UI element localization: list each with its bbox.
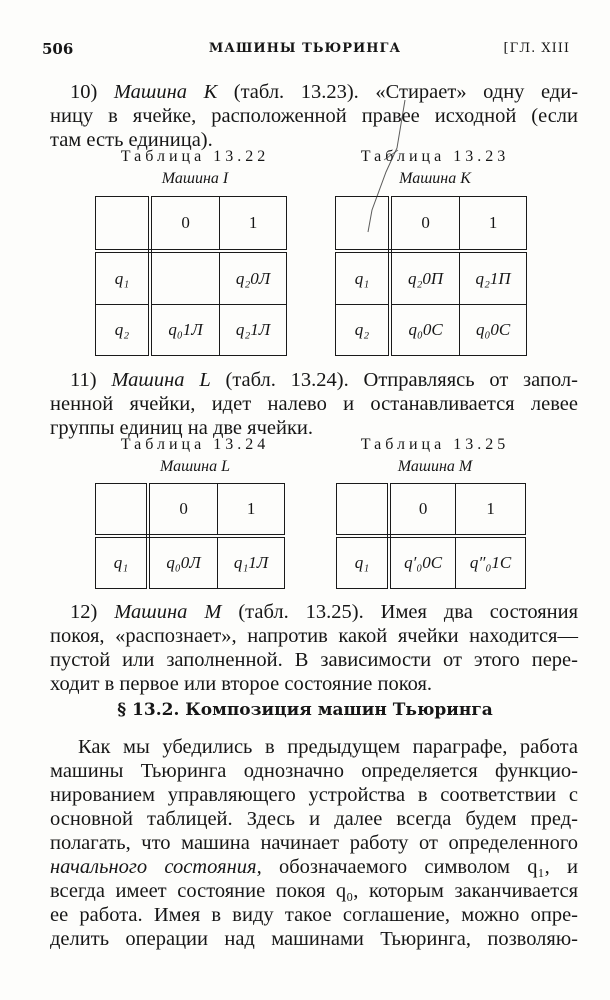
chapter-marker: [ГЛ. XIII	[503, 41, 570, 56]
item-number: 12)	[70, 601, 98, 623]
paragraph-11: 11) Машина L (табл. 13.24). Отправляясь от запол- ненной ячейки, идет налево и останавливается левее группы единиц на две ячейки.	[50, 369, 578, 439]
machine-name: Машина К	[113, 81, 218, 103]
machine-name: Машина L	[111, 369, 211, 391]
table-caption: Таблица 13.25 Машина M	[360, 436, 510, 475]
page-number: 506	[42, 40, 74, 58]
machine-name: Машина М	[114, 601, 222, 623]
table-caption: Таблица 13.23 Машина K	[360, 148, 510, 187]
item-number: 11)	[70, 369, 97, 391]
table-13-25: 0 1 q₁ q′₀0С q″₀1С	[336, 483, 526, 589]
table-13-22: 0 1 q₁ q₂0Л q₂ q₀1Л q₂1Л	[95, 196, 287, 356]
table-13-23: 0 1 q₁ q₂0П q₂1П q₂ q₀0С q₀0С	[335, 196, 527, 356]
item-number: 10)	[70, 81, 98, 103]
table-13-24: 0 1 q₁ q₀0Л q₁1Л	[95, 483, 285, 589]
paragraph-10: 10) Машина К (табл. 13.23). «Стирает» одну еди- ницу в ячейке, расположенной правее исходной (если там есть единица).	[50, 81, 579, 151]
running-title: МАШИНЫ ТЬЮРИНГА	[208, 41, 402, 56]
section-heading: § 13.2. Композиция машин Тьюринга	[117, 700, 493, 720]
table-caption: Таблица 13.24 Машина L	[120, 436, 270, 475]
body-paragraph: Как мы убедились в предыдущем параграфе, работа машины Тьюринга однозначно определяется функцио- нированием управляющего устройства в соответствии с основной таблицей. Здесь и далее всегда будем пред- полагать, что машина начинает работу от определенного начального состояния, обозначаемого символом q₁, и всегда имеет состояние покоя q₀, которым заканчивается ее работа. Имея в виду такое соглашение, можно опре- делить операции над машинами Тьюринга, позволяю-	[50, 736, 578, 950]
table-caption: Таблица 13.22 Машина I	[120, 148, 270, 187]
paragraph-12: 12) Машина М (табл. 13.25). Имея два состояния покоя, «распознает», напротив какой ячейки находится— пустой или заполненной. В зависимости от этого пере- ходит в первое или второе состояние покоя.	[50, 601, 579, 695]
